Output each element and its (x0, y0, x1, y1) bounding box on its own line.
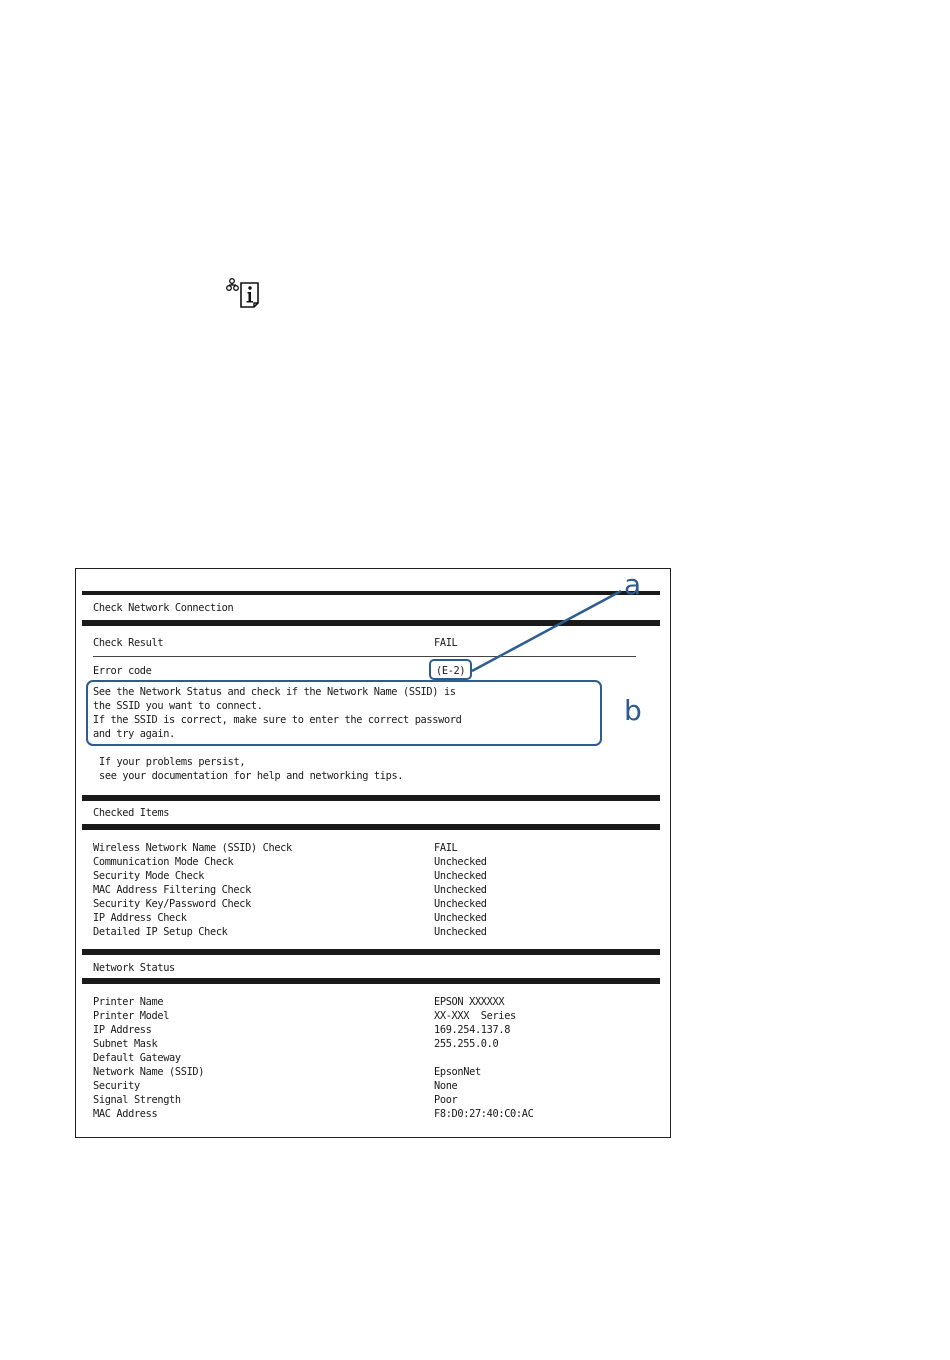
network-status-label: Security (93, 1080, 140, 1092)
checked-item-label: Security Mode Check (93, 870, 205, 882)
network-status-value: EpsonNet (434, 1066, 481, 1078)
network-status-value: XX-XXX Series (434, 1010, 516, 1022)
checked-item-value: Unchecked (434, 926, 487, 938)
checked-item-value: Unchecked (434, 870, 487, 882)
divider (82, 795, 660, 801)
callout-a-box (429, 659, 472, 680)
network-connection-report (75, 568, 671, 1138)
checked-item-value: FAIL (434, 842, 458, 854)
network-status-value: 169.254.137.8 (434, 1024, 511, 1036)
callout-b-box (86, 680, 602, 746)
check-result-value: FAIL (434, 637, 458, 649)
network-status-label: Printer Name (93, 996, 164, 1008)
network-status-label: Subnet Mask (93, 1038, 158, 1050)
checked-item-label: IP Address Check (93, 912, 187, 924)
network-info-icon (226, 277, 262, 309)
error-code-label: Error code (93, 665, 152, 677)
checked-item-label: Security Key/Password Check (93, 898, 251, 910)
help-line: see your documentation for help and networking tips. (99, 770, 404, 782)
checked-item-value: Unchecked (434, 884, 487, 896)
message-line: the SSID you want to connect. (93, 700, 263, 712)
divider (93, 656, 636, 657)
network-status-label: Default Gateway (93, 1052, 181, 1064)
checked-item-value: Unchecked (434, 856, 487, 868)
network-status-label: IP Address (93, 1024, 152, 1036)
message-line: and try again. (93, 728, 175, 740)
network-status-label: Network Name (SSID) (93, 1066, 205, 1078)
network-status-title: Network Status (93, 962, 175, 974)
network-status-value: None (434, 1080, 458, 1092)
checked-item-label: Wireless Network Name (SSID) Check (93, 842, 292, 854)
divider (82, 978, 660, 984)
checked-items-title: Checked Items (93, 807, 170, 819)
message-line: See the Network Status and check if the Network Name (SSID) is (93, 686, 456, 698)
divider (82, 620, 660, 626)
checked-item-label: Detailed IP Setup Check (93, 926, 228, 938)
checked-item-value: Unchecked (434, 898, 487, 910)
network-status-label: Printer Model (93, 1010, 170, 1022)
error-code-value: (E-2) (436, 665, 466, 677)
network-status-value: 255.255.0.0 (434, 1038, 499, 1050)
help-line: If your problems persist, (99, 756, 246, 768)
divider (82, 824, 660, 830)
report-title: Check Network Connection (93, 602, 234, 614)
network-status-value: Poor (434, 1094, 458, 1106)
network-status-value: EPSON XXXXXX (434, 996, 505, 1008)
divider (82, 949, 660, 955)
checked-item-label: Communication Mode Check (93, 856, 234, 868)
callout-a-label: a (624, 568, 642, 601)
checked-item-label: MAC Address Filtering Check (93, 884, 251, 896)
callout-b-label: b (624, 694, 642, 727)
message-line: If the SSID is correct, make sure to enter the correct password (93, 714, 462, 726)
divider (82, 591, 660, 595)
network-status-label: MAC Address (93, 1108, 158, 1120)
check-result-label: Check Result (93, 637, 164, 649)
network-status-value: F8:D0:27:40:C0:AC (434, 1108, 534, 1120)
checked-item-value: Unchecked (434, 912, 487, 924)
network-status-label: Signal Strength (93, 1094, 181, 1106)
